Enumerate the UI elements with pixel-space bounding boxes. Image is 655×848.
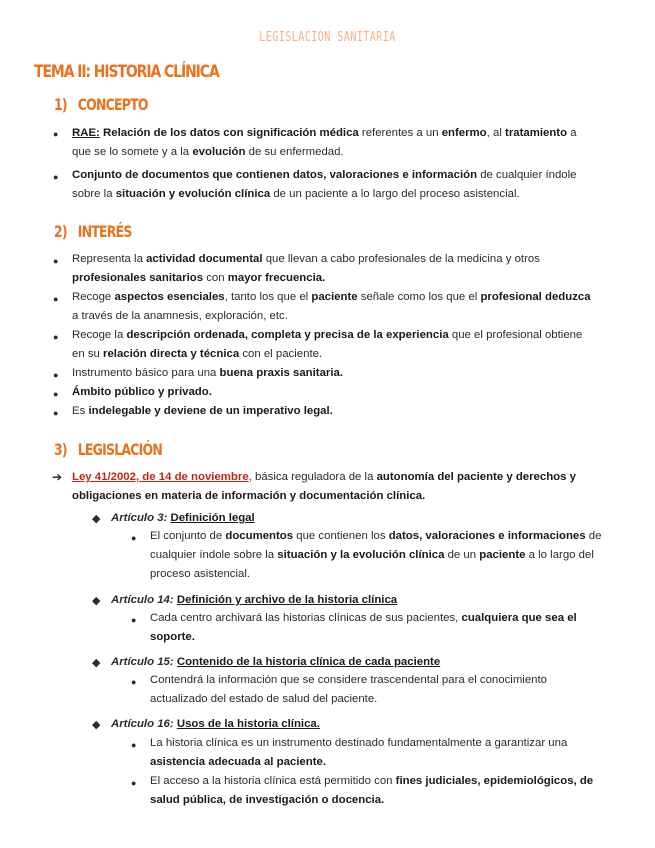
list-item: Conjunto de documentos que contienen datos, valoraciones e información de cualquier índole sobre la situación y evolución clínica de un paciente a lo largo del proceso asistencial. xyxy=(72,169,577,200)
section-number: 1) xyxy=(54,95,67,114)
bullet-icon: ● xyxy=(131,740,137,750)
bullet-icon: ● xyxy=(131,533,137,543)
section-heading-concepto xyxy=(54,95,148,114)
list-item: Representa la actividad documental que llevan a cabo profesionales de la medicina y otros profesionales sanitarios con mayor frecuencia. xyxy=(72,253,540,284)
diamond-bullet-icon: ◆ xyxy=(92,513,101,525)
bullet-icon: ● xyxy=(53,294,59,304)
bullet-icon: ● xyxy=(53,256,59,266)
diamond-bullet-icon: ◆ xyxy=(92,595,101,607)
arrow-right-icon: ➔ xyxy=(52,470,63,484)
section-number: 2) xyxy=(54,222,67,241)
list-item: Recoge aspectos esenciales, tanto los que el paciente señale como los que el profesional deduzca a través de la anamnesis, exploración, etc. xyxy=(72,291,591,322)
bullet-icon: ● xyxy=(53,332,59,342)
list-item: Instrumento básico para una buena praxis sanitaria. xyxy=(72,367,343,379)
bullet-icon: ● xyxy=(131,778,137,788)
bullet-icon: ● xyxy=(53,389,59,399)
document-header: LEGISLACIÓN SANITARIA xyxy=(259,30,396,45)
law-reference: Ley 41/2002, de 14 de noviembre, básica reguladora de la autonomía del paciente y derechos y obligaciones en materia de información y documentación clínica. xyxy=(72,471,576,502)
article-3-heading: Artículo 3: Definición legal xyxy=(111,512,255,524)
page-title: TEMA II: HISTORIA CLÍNICA xyxy=(34,62,219,82)
bullet-icon: ● xyxy=(53,172,59,182)
list-item: Ámbito público y privado. xyxy=(72,386,212,398)
bullet-icon: ● xyxy=(131,677,137,687)
diamond-bullet-icon: ◆ xyxy=(92,657,101,669)
section-title: LEGISLACIÓN xyxy=(77,440,162,459)
list-item: El acceso a la historia clínica está permitido con fines judiciales, epidemiológicos, de salud pública, de investigación o docencia. xyxy=(150,775,594,806)
bullet-icon: ● xyxy=(53,370,59,380)
bullet-icon: ● xyxy=(53,408,59,418)
diamond-bullet-icon: ◆ xyxy=(92,719,101,731)
list-item: El conjunto de documentos que contienen los datos, valoraciones e informaciones de cualquier índole sobre la situación y la evolución clínica de un paciente a lo largo del proceso asistencial. xyxy=(150,530,602,580)
list-item: RAE: Relación de los datos con significación médica referentes a un enfermo, al tratamiento a que se lo somete y a la evolución de su enfermedad. xyxy=(72,127,577,158)
list-item: Cada centro archivará las historias clínicas de sus pacientes, cualquiera que sea el soporte. xyxy=(150,612,577,643)
section-heading-legislacion xyxy=(54,440,162,459)
list-item: Es indelegable y deviene de un imperativo legal. xyxy=(72,405,333,417)
list-item: Contendrá la información que se considere trascendental para el conocimiento actualizado del estado de salud del paciente. xyxy=(150,674,548,705)
section-heading-interes xyxy=(54,222,132,241)
article-14-heading: Artículo 14: Definición y archivo de la historia clínica xyxy=(111,594,398,606)
section-number: 3) xyxy=(54,440,67,459)
bullet-icon: ● xyxy=(131,615,137,625)
article-16-heading: Artículo 16: Usos de la historia clínica. xyxy=(111,718,320,730)
list-item: Recoge la descripción ordenada, completa y precisa de la experiencia que el profesional obtiene en su relación directa y técnica con el paciente. xyxy=(72,329,583,360)
bullet-icon: ● xyxy=(53,129,59,139)
list-item: La historia clínica es un instrumento destinado fundamentalmente a garantizar una asistencia adecuada al paciente. xyxy=(150,737,568,768)
section-title: INTERÉS xyxy=(77,222,132,241)
article-15-heading: Artículo 15: Contenido de la historia clínica de cada paciente xyxy=(111,656,441,668)
section-title: CONCEPTO xyxy=(77,95,148,114)
